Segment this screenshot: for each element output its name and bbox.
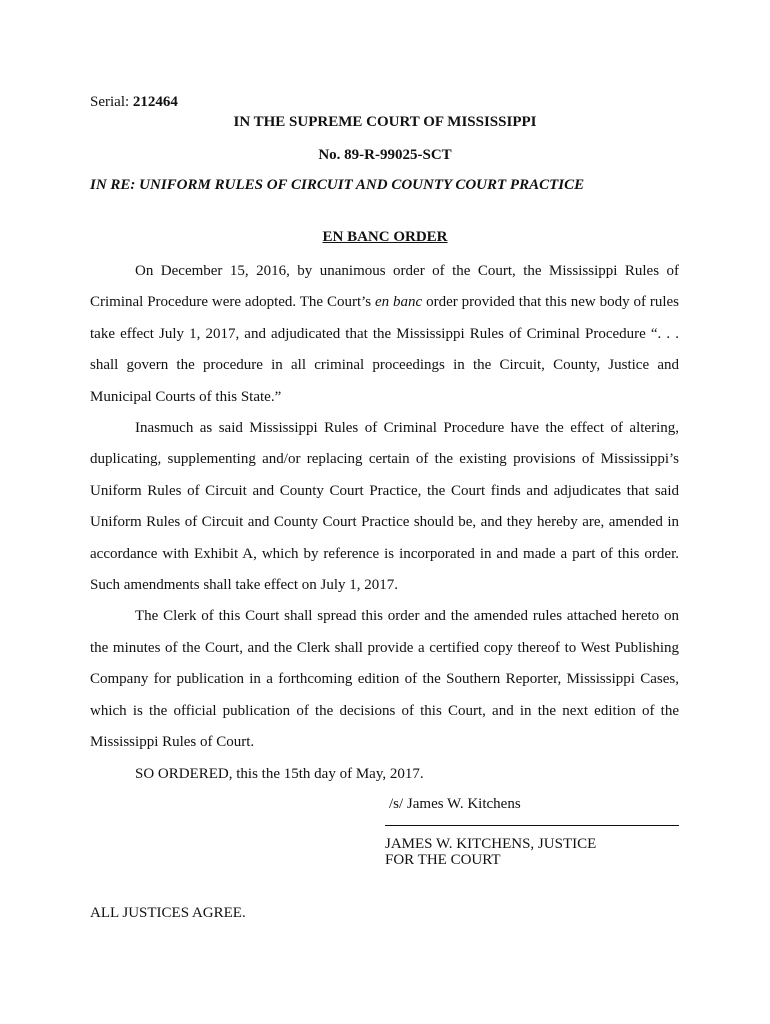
paragraph-1-emphasis: en banc [375,294,423,311]
signature-slash-s: /s/ James W. Kitchens [389,796,521,812]
paragraph-1-part-a: On December 15, 2016, by unanimous order of the Court, the Mississippi Rules of Criminal Procedure were adopted. The Court’s [90,263,679,311]
paragraph-1-part-b: order provided that this new body of rules take effect July 1, 2017, and adjudicated that the Mississippi Rules of Criminal Procedure “. . . shall govern the procedure in all criminal proceedings in the Circuit, County, Justice and Municipal Courts of this State.” [90,294,679,405]
paragraph-4: SO ORDERED, this the 15th day of May, 2017. [135,765,424,782]
paragraph-3: The Clerk of this Court shall spread this order and the amended rules attached hereto on the minutes of the Court, and the Clerk shall provide a certified copy thereof to West Publishing Company for publication in a forthcoming edition of the Southern Reporter, Mississippi Cases, which is the official publication of the decisions of this Court, and in the next edition of the Mississippi Rules of Court. [90,608,679,751]
order-title: EN BANC ORDER [322,229,448,245]
signature-block [385,836,596,868]
paragraph-1 [90,256,679,413]
signer-capacity: FOR THE COURT [385,852,501,868]
serial-line [90,93,178,111]
order-body [90,256,679,790]
signature-line [385,825,679,826]
concurrence-line: ALL JUSTICES AGREE. [90,905,246,921]
case-number: No. 89-R-99025-SCT [318,147,452,163]
paragraph-2: Inasmuch as said Mississippi Rules of Criminal Procedure have the effect of altering, duplicating, supplementing and/or replacing certain of the existing provisions of Mississippi’s Uniform Rules of Circuit and County Court Practice, the Court finds and adjudicates that said Uniform Rules of Circuit and County Court Practice should be, and they hereby are, amended in accordance with Exhibit A, which by reference is incorporated in and made a part of this order. Such amendments shall take effect on July 1, 2017. [90,420,679,594]
serial-number: 212464 [132,94,178,110]
court-heading: IN THE SUPREME COURT OF MISSISSIPPI [233,114,537,130]
in-re-caption: IN RE: UNIFORM RULES OF CIRCUIT AND COUNTY COURT PRACTICE [90,177,585,193]
serial-label: Serial: [90,94,130,110]
signer-name: JAMES W. KITCHENS, JUSTICE [385,836,597,852]
